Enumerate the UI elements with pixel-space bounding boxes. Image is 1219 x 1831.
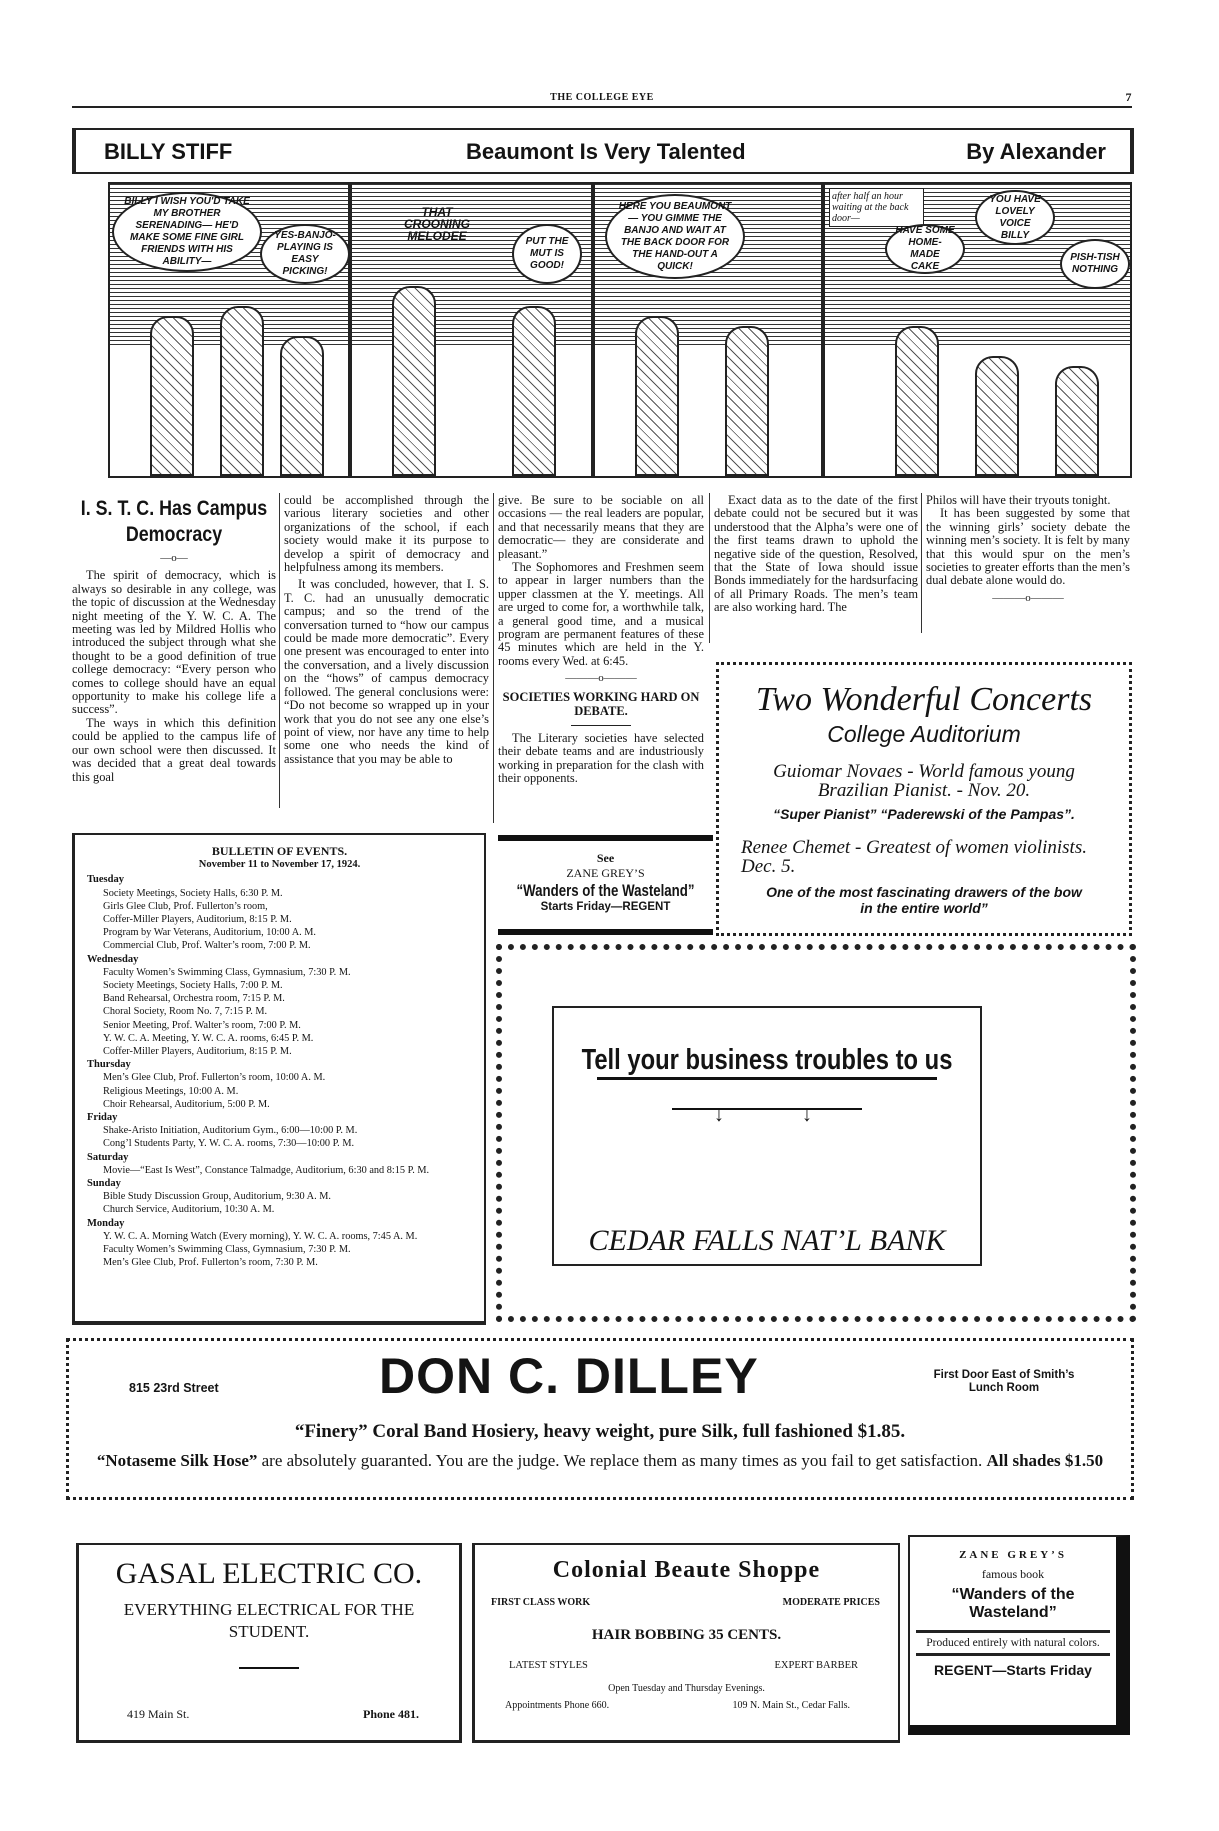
color-note: Produced entirely with natural colors. [916, 1630, 1110, 1656]
paragraph: It has been suggested by some that the winning girls’ society debate the winning men’s society. It is felt by many that this would spur on the men’s societies to greater efforts than the men’s dual debate alone would do. [926, 506, 1130, 588]
dilley-address: 815 23rd Street [129, 1381, 219, 1395]
article-column-1 [72, 496, 276, 784]
comic-panel-1 [108, 182, 350, 478]
bulletin-event: Girls Glee Club, Prof. Fullerton’s room, [103, 900, 268, 912]
page-number: 7 [1125, 90, 1132, 104]
bulletin-event: Choral Society, Room No. 7, 7:15 P. M. [103, 1006, 268, 1018]
see-label: See [596, 851, 615, 865]
novaes-quotes: “Super Pianist” “Paderewski of the Pampas”. [773, 806, 1075, 822]
bulletin-event: Choir Rehearsal, Auditorium, 5:00 P. M. [103, 1098, 270, 1110]
address: 109 N. Main St., Cedar Falls. [732, 1700, 850, 1711]
bulletin-event: Bible Study Discussion Group, Auditorium, 9:30 A. M. [103, 1191, 331, 1203]
bulletin-days [87, 873, 472, 1269]
bulletin-day: Tuesday [87, 874, 124, 886]
song-lyrics: THAT CROONING MELODEE [404, 205, 470, 243]
bulletin-event: Coffer-Miller Players, Auditorium, 8:15 P. M. [103, 1046, 292, 1058]
bulletin-event: Cong’l Students Party, Y. W. C. A. rooms, 7:30—10:00 P. M. [103, 1138, 355, 1150]
speech-bubble: BILLY I WISH YOU'D TAKE MY BROTHER SERENADING— HE'D MAKE SOME FINE GIRL FRIENDS WITH HIS ABILITY— [112, 192, 262, 272]
article-column-5 [926, 494, 1130, 609]
comic-title: Beaumont Is Very Talented [466, 139, 746, 164]
dilley-ad [66, 1338, 1134, 1500]
comic-panel-4 [823, 182, 1132, 478]
paragraph: could be accomplished through the various literary societies and other organizations of the school, if each society would make it its purpose to develop a spirit of democracy and helpfulness among its members. [284, 493, 489, 575]
paragraph: The Sophomores and Freshmen seem to appear in larger numbers than the upper classmen at the Y. meetings. All are urged to come for, a worthwhile talk, a general good time, and a musical program are permanent features of these 45 minutes which are held in the Y. rooms every Wed. at 6:45. [498, 560, 704, 668]
hair-bobbing-offer: HAIR BOBBING 35 CENTS. [591, 1627, 782, 1643]
bulletin-event: Faculty Women’s Swimming Class, Gymnasium, 7:30 P. M. [103, 966, 351, 978]
speech-bubble: HERE YOU BEAUMONT— YOU GIMME THE BANJO AND WAIT AT THE BACK DOOR FOR THE HAND-OUT A QUICK! [605, 194, 745, 279]
bulletin-event: Religious Meetings, 10:00 A. M. [103, 1085, 239, 1097]
speech-bubble: PISH-TISH NOTHING [1060, 239, 1130, 289]
film-title: “Wanders of the Wasteland” [516, 881, 695, 900]
famous-book: famous book [981, 1567, 1045, 1581]
bulletin-event: Band Rehearsal, Orchestra room, 7:15 P. M. [103, 993, 285, 1005]
paragraph: Philos will have their tryouts tonight. [926, 493, 1111, 507]
expert-barber: EXPERT BARBER [774, 1660, 858, 1671]
shop-name: Colonial Beaute Shoppe [552, 1557, 821, 1583]
hours: Open Tuesday and Thursday Evenings. [608, 1683, 765, 1694]
author: ZANE GREY’S [959, 1549, 1067, 1561]
bulletin-event: Church Service, Auditorium, 10:30 A. M. [103, 1204, 275, 1216]
bulletin-event: Men’s Glee Club, Prof. Fullerton’s room, 7:30 P. M. [103, 1257, 318, 1269]
bulletin-event: Faculty Women’s Swimming Class, Gymnasium, 7:30 P. M. [103, 1244, 351, 1256]
bulletin-day: Saturday [87, 1151, 129, 1163]
separator: ———o——— [992, 591, 1064, 604]
dilley-location: First Door East of Smith’s Lunch Room [933, 1369, 1075, 1394]
comic-author: By Alexander [966, 139, 1106, 164]
comic-panel-3 [593, 182, 823, 478]
bulletin-event: Shake-Aristo Initiation, Auditorium Gym., 6:00—10:00 P. M. [103, 1125, 358, 1137]
masthead [72, 92, 1132, 108]
paper-name: THE COLLEGE EYE [550, 92, 654, 103]
book-title: “Wanders of the Wasteland” [951, 1586, 1075, 1621]
comic-strip-name: BILLY STIFF [104, 139, 233, 164]
paragraph: Exact data as to the date of the first debate could not be secured but it was understood that the Alpha’s were one of the first teams drawn to uphold the negative side of the question, Resolved, that the State of Iowa should issue Bonds immediately for the hardsurfacing of all Primary Roads. The men’s team are also working hard. The [714, 493, 918, 615]
article-column-2 [284, 494, 489, 766]
bank-headline: Tell your business troubles to us [581, 1044, 953, 1076]
phone: Appointments Phone 660. [505, 1700, 610, 1711]
bulletin-dates: November 11 to November 17, 1924. [198, 859, 361, 871]
paragraph: give. Be sure to be sociable on all occasions — the real leaders are popular, and that necessarily means that they are democratic— they are considerate and pleasant.” [498, 493, 704, 561]
comic-title-bar [72, 128, 1134, 174]
bulletin-event: Society Meetings, Society Halls, 6:30 P. M. [103, 887, 283, 899]
concerts-ad [716, 662, 1132, 936]
speech-bubble: YES-BANJO-PLAYING IS EASY PICKING! [260, 224, 350, 284]
gasal-electric-ad [76, 1543, 462, 1743]
bank-name: CEDAR FALLS NAT’L BANK [588, 1224, 946, 1257]
bank-ad [496, 944, 1136, 1322]
bulletin-event: Coffer-Miller Players, Auditorium, 8:15 P. M. [103, 914, 292, 926]
down-arrow-icon: ↓ [714, 1104, 724, 1126]
finery-line: “Finery” Coral Band Hosiery, heavy weight, pure Silk, full fashioned $1.85. [294, 1421, 906, 1442]
comic-strip [108, 182, 1132, 478]
bulletin-day: Sunday [87, 1178, 121, 1190]
guarantee-text: are absolutely guaranted. You are the judge. We replace them as many times as you fail to get satisfaction. [257, 1451, 987, 1470]
chemet-quote: One of the most fascinating drawers of the bow in the entire world” [766, 884, 1082, 916]
bulletin-day: Friday [87, 1112, 118, 1124]
bulletin-day: Monday [87, 1217, 125, 1229]
bulletin-event: Y. W. C. A. Meeting, Y. W. C. A. rooms, 6:45 P. M. [103, 1032, 314, 1044]
bulletin-day: Wednesday [87, 953, 139, 965]
paragraph: The ways in which this definition could be applied to the campus life of our own school were then discussed. It was decided that a great deal towards this goal [72, 715, 276, 784]
article-column-3 [498, 494, 704, 785]
colonial-beaute-shoppe-ad [472, 1543, 900, 1743]
bulletin-event: Commercial Club, Prof. Walter’s room, 7:00 P. M. [103, 940, 311, 952]
separator: ———o——— [565, 672, 637, 685]
zane-grey-notice [498, 835, 713, 935]
down-arrow-icon: ↓ [802, 1104, 812, 1126]
moderate-prices: MODERATE PRICES [782, 1597, 880, 1608]
showtime: REGENT—Starts Friday [934, 1662, 1092, 1678]
author: ZANE GREY’S [566, 866, 645, 880]
venue: College Auditorium [827, 721, 1021, 747]
price: All shades $1.50 [986, 1451, 1104, 1470]
dilley-name: DON C. DILLEY [379, 1348, 759, 1404]
article-headline: I. S. T. C. Has Campus Democracy [80, 497, 268, 546]
speech-bubble: PUT THE MUT IS GOOD! [512, 224, 582, 284]
notaseme-label: “Notaseme Silk Hose” [96, 1451, 258, 1470]
wanders-wasteland-ad [908, 1535, 1130, 1735]
showtime: Starts Friday—REGENT [540, 901, 671, 913]
paragraph: It was concluded, however, that I. S. T. C. had an unusually democratic campus; and so the trend of the conversation turned to “how our campus could be made more democratic”. Every one present was encouraged to enter into the conversation, and a lively discussion on the “hows” of campus democracy followed. The general conclusions were: “Do not become so wrapped up in your work that you do not see any one else’s point of view, nor have any time to help some one who needs the kind of assistance that you may be able to [284, 577, 489, 766]
bulletin-day: Thursday [87, 1059, 131, 1071]
first-class-work: FIRST CLASS WORK [491, 1597, 591, 1608]
speech-bubble: HAVE SOME HOME-MADE CAKE [885, 224, 965, 274]
gasal-name: GASAL ELECTRIC CO. [115, 1557, 423, 1590]
speech-bubble: YOU HAVE LOVELY VOICE BILLY [975, 190, 1055, 245]
concerts-title: Two Wonderful Concerts [755, 681, 1093, 718]
separator: —o— [160, 552, 188, 564]
arrows [672, 1104, 862, 1134]
gasal-tagline: EVERYTHING ELECTRICAL FOR THE STUDENT. [123, 1600, 415, 1641]
comic-panel-2 [350, 182, 593, 478]
bulletin-event: Y. W. C. A. Morning Watch (Every morning), Y. W. C. A. rooms, 7:45 A. M. [103, 1230, 418, 1242]
bulletin-of-events [72, 833, 486, 1325]
bulletin-event: Program by War Veterans, Auditorium, 10:00 A. M. [103, 927, 317, 939]
article-column-4 [714, 494, 918, 615]
paragraph: The Literary societies have selected their debate teams and are industriously working in preparation for the clash with their opponents. [498, 730, 704, 785]
paragraph: The spirit of democracy, which is always so desirable in any college, was the topic of discussion at the Wednesday night meeting of the Y. W. C. A. The meeting was led by Mildred Hollis who introduced the subject through what she thought to be a good definition of true college democracy: “Every person who comes to college should have an equal opportunity to make his college life a success”. [72, 568, 276, 717]
gasal-address: 419 Main St. [127, 1707, 190, 1721]
bulletin-event: Men’s Glee Club, Prof. Fullerton’s room, 10:00 A. M. [103, 1072, 326, 1084]
latest-styles: LATEST STYLES [509, 1660, 588, 1671]
debate-headline: SOCIETIES WORKING HARD ON DEBATE. [502, 689, 700, 718]
performer-chemet: Renee Chemet - Greatest of women violinists. Dec. 5. [741, 837, 1087, 877]
performer-novaes: Guiomar Novaes - World famous young Brazilian Pianist. - Nov. 20. [773, 761, 1075, 801]
comic-caption: after half an hour waiting at the back door— [829, 188, 924, 227]
bulletin-event: Senior Meeting, Prof. Walter’s room, 7:00 P. M. [103, 1019, 301, 1031]
bulletin-event: Society Meetings, Society Halls, 7:00 P. M. [103, 980, 283, 992]
gasal-phone: Phone 481. [362, 1707, 419, 1721]
bulletin-title: BULLETIN OF EVENTS. [211, 844, 348, 858]
bulletin-event: Movie—“East Is West”, Constance Talmadge, Auditorium, 6:30 and 8:15 P. M. [103, 1164, 430, 1176]
